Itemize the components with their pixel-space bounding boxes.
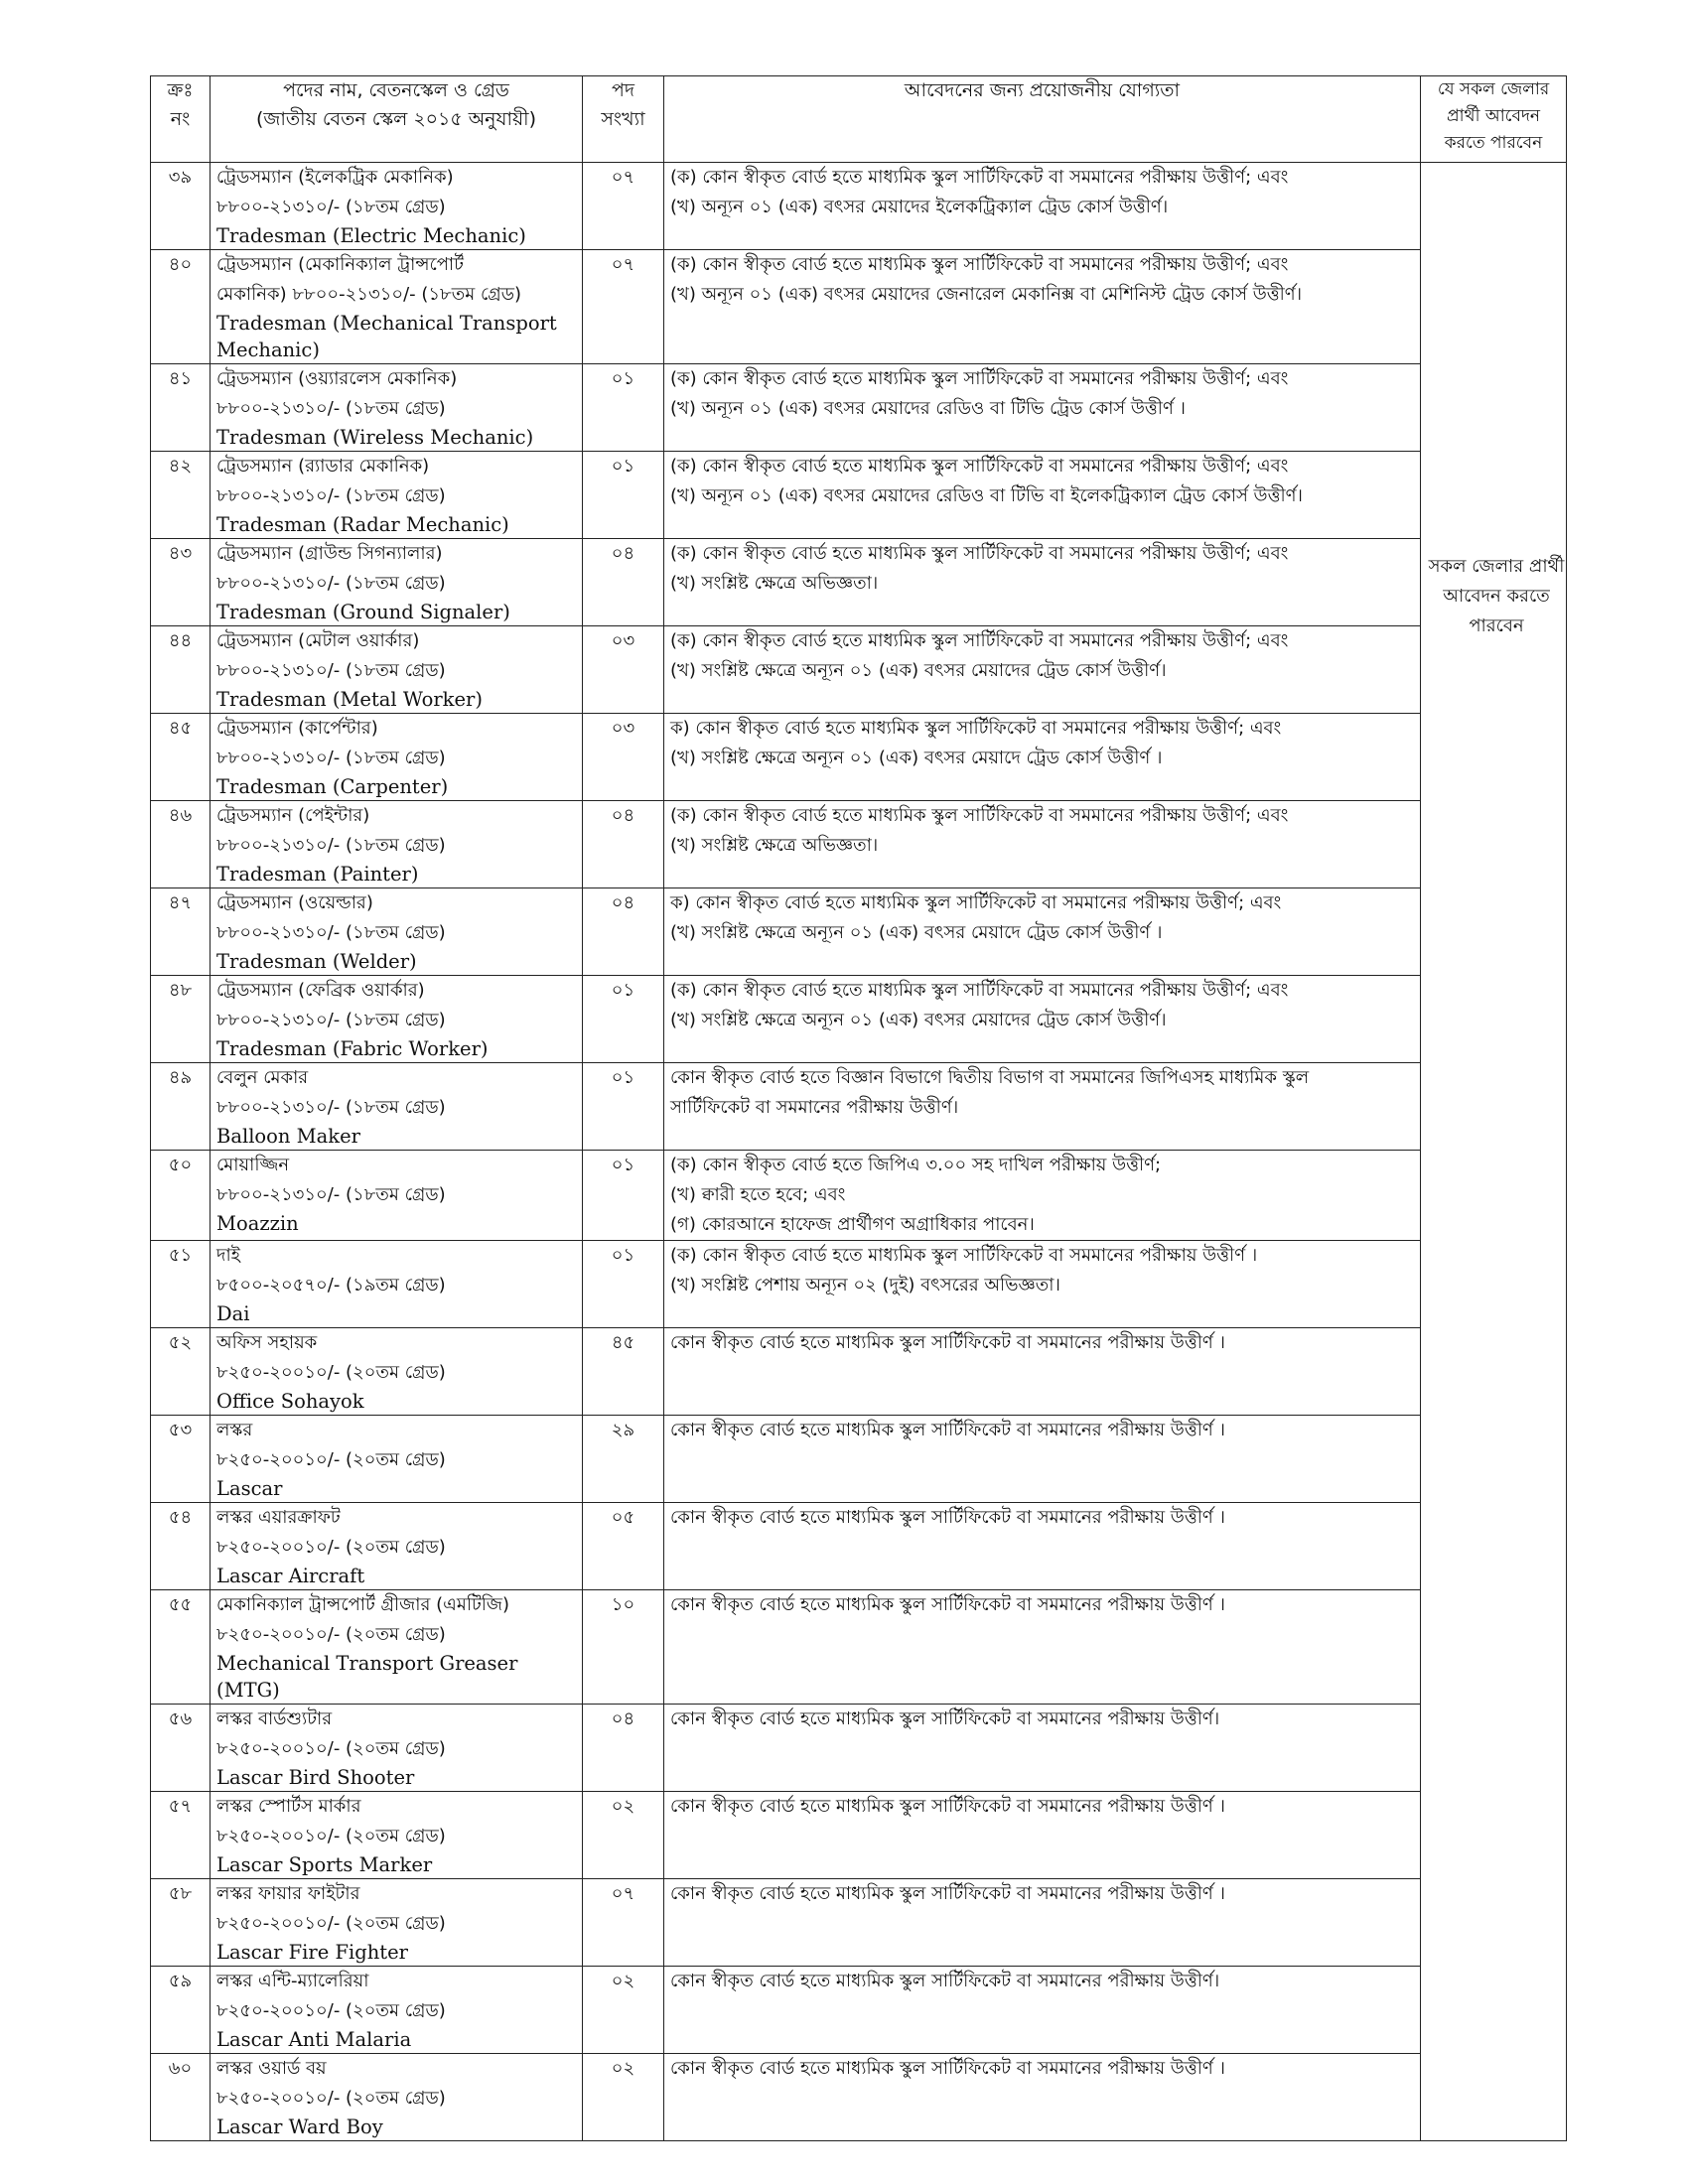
post-name-bn: মেকানিক্যাল ট্রান্সপোর্ট গ্রীজার (এমটিজি) (216, 1594, 510, 1615)
post-name-en: Lascar Ward Boy (216, 2116, 383, 2138)
post-name-cell (211, 1416, 583, 1503)
post-name-en: Tradesman (Fabric Worker) (216, 1037, 489, 1060)
post-name-en: Mechanical Transport Greaser (MTG) (216, 1652, 518, 1702)
post-name-cell (211, 1705, 583, 1792)
post-name-cell (211, 1151, 583, 1241)
post-name-cell (211, 888, 583, 976)
header-row (151, 76, 1567, 163)
pay-scale-grade: ৮৮০০-২১৩১০/- (১৮তম গ্রেড) (216, 398, 446, 419)
post-name-en: Office Sohayok (216, 1390, 364, 1413)
pay-scale-grade: ৮৫০০-২০৫৭০/- (১৯তম গ্রেড) (216, 1275, 446, 1296)
serial-cell: ৬০ (151, 2054, 211, 2141)
serial-cell: ৫৩ (151, 1416, 211, 1503)
serial-cell: ৫২ (151, 1328, 211, 1416)
table-row (151, 1328, 1567, 1416)
qualification-line: (খ) সংশ্লিষ্ট ক্ষেত্রে অভিজ্ঞতা। (670, 573, 879, 594)
eligible-districts-note: সকল জেলার প্রার্থী আবেদন করতে পারবেন (1428, 556, 1565, 636)
pay-scale-grade: ৮৮০০-২১৩১০/- (১৮তম গ্রেড) (216, 835, 446, 856)
qualification-cell (664, 714, 1421, 801)
post-count-cell: ০৭ (583, 250, 664, 364)
table-row (151, 364, 1567, 452)
post-name-cell (211, 714, 583, 801)
post-count-cell: ০৪ (583, 539, 664, 626)
post-name-bn: ট্রেডসম্যান (মেকানিক্যাল ট্রান্সপোর্ট (216, 254, 464, 275)
post-name-bn: ট্রেডসম্যান (গ্রাউন্ড সিগন্যালার) (216, 543, 443, 564)
qualification-line: (খ) সংশ্লিষ্ট ক্ষেত্রে অভিজ্ঞতা। (670, 835, 879, 856)
qualification-cell (664, 1063, 1421, 1151)
serial-cell: ৪৯ (151, 1063, 211, 1151)
post-name-en: Lascar Aircraft (216, 1565, 365, 1587)
post-count-cell: ০১ (583, 976, 664, 1063)
pay-scale-grade: মেকানিক) ৮৮০০-২১৩১০/- (১৮তম গ্রেড) (216, 284, 522, 305)
header-qualification: আবেদনের জন্য প্রয়োজনীয় যোগ্যতা (664, 76, 1421, 163)
pay-scale-grade: ৮২৫০-২০০১০/- (২০তম গ্রেড) (216, 1362, 446, 1383)
header-post-name (211, 76, 583, 163)
post-name-cell (211, 1879, 583, 1967)
post-name-bn: ট্রেডসম্যান (র‍্যাডার মেকানিক) (216, 456, 430, 477)
header-serial: ক্রঃ নং (151, 76, 211, 163)
post-name-cell (211, 1590, 583, 1705)
qualification-line: (খ) অন্যূন ০১ (এক) বৎসর মেয়াদের রেডিও বা টিভি বা ইলেকট্রিক্যাল ট্রেড কোর্স উত্তীর্ণ। (670, 485, 1303, 506)
post-name-bn: ট্রেডসম্যান (মেটাল ওয়ার্কার) (216, 630, 420, 651)
qualification-line: (খ) অন্যূন ০১ (এক) বৎসর মেয়াদের ইলেকট্রিক্যাল ট্রেড কোর্স উত্তীর্ণ। (670, 197, 1169, 217)
post-name-bn: ট্রেডসম্যান (ইলেকট্রিক মেকানিক) (216, 167, 454, 188)
pay-scale-grade: ৮৮০০-২১৩১০/- (১৮তম গ্রেড) (216, 197, 446, 217)
qualification-line: সার্টিফিকেট বা সমমানের পরীক্ষায় উত্তীর্ণ। (670, 1097, 959, 1118)
qualification-line: (ক) কোন স্বীকৃত বোর্ড হতে মাধ্যমিক স্কুল সার্টিফিকেট বা সমমানের পরীক্ষায় উত্তীর্ণ । (670, 1245, 1258, 1266)
pay-scale-grade: ৮২৫০-২০০১০/- (২০তম গ্রেড) (216, 1624, 446, 1645)
post-name-en: Tradesman (Wireless Mechanic) (216, 426, 534, 449)
qualification-line: (খ) সংশ্লিষ্ট ক্ষেত্রে অন্যূন ০১ (এক) বৎসর মেয়াদে ট্রেড কোর্স উত্তীর্ণ । (670, 748, 1163, 768)
post-count-cell: ৪৫ (583, 1328, 664, 1416)
serial-cell: ৪৬ (151, 801, 211, 888)
table-row (151, 1590, 1567, 1705)
pay-scale-grade: ৮৮০০-২১৩১০/- (১৮তম গ্রেড) (216, 922, 446, 943)
qualification-cell (664, 888, 1421, 976)
qualification-cell (664, 1879, 1421, 1967)
serial-cell: ৫১ (151, 1241, 211, 1328)
table-row (151, 1416, 1567, 1503)
post-name-en: Tradesman (Electric Mechanic) (216, 224, 526, 247)
post-name-en: Tradesman (Radar Mechanic) (216, 513, 509, 536)
table-row (151, 1503, 1567, 1590)
post-count-cell: ০১ (583, 364, 664, 452)
post-name-cell (211, 539, 583, 626)
qualification-cell (664, 1151, 1421, 1241)
post-name-bn: অফিস সহায়ক (216, 1332, 318, 1353)
qualification-line: (ক) কোন স্বীকৃত বোর্ড হতে মাধ্যমিক স্কুল সার্টিফিকেট বা সমমানের পরীক্ষায় উত্তীর্ণ; এবং (670, 167, 1289, 188)
serial-cell: ৪৮ (151, 976, 211, 1063)
table-row (151, 2054, 1567, 2141)
pay-scale-grade: ৮৮০০-২১৩১০/- (১৮তম গ্রেড) (216, 485, 446, 506)
pay-scale-grade: ৮২৫০-২০০১০/- (২০তম গ্রেড) (216, 2000, 446, 2021)
table-row (151, 250, 1567, 364)
job-table (150, 75, 1567, 2141)
post-name-cell (211, 1063, 583, 1151)
post-count-cell: ০৪ (583, 801, 664, 888)
post-count-cell: ০৪ (583, 888, 664, 976)
qualification-line: (ক) কোন স্বীকৃত বোর্ড হতে জিপিএ ৩.০০ সহ দাখিল পরীক্ষায় উত্তীর্ণ; (670, 1155, 1162, 1175)
qualification-cell (664, 539, 1421, 626)
post-name-cell (211, 1241, 583, 1328)
post-name-en: Lascar Fire Fighter (216, 1941, 408, 1964)
pay-scale-grade: ৮৮০০-২১৩১০/- (১৮তম গ্রেড) (216, 660, 446, 681)
qualification-line: কোন স্বীকৃত বোর্ড হতে মাধ্যমিক স্কুল সার্টিফিকেট বা সমমানের পরীক্ষায় উত্তীর্ণ । (670, 2058, 1225, 2079)
post-count-cell: ০৩ (583, 714, 664, 801)
pay-scale-grade: ৮৮০০-২১৩১০/- (১৮তম গ্রেড) (216, 573, 446, 594)
post-name-cell (211, 1328, 583, 1416)
post-name-en: Tradesman (Painter) (216, 863, 419, 886)
serial-cell: ৫৭ (151, 1792, 211, 1879)
serial-cell: ৫০ (151, 1151, 211, 1241)
qualification-cell (664, 364, 1421, 452)
serial-cell: ৪২ (151, 452, 211, 539)
post-name-bn: লস্কর ফায়ার ফাইটার (216, 1883, 360, 1904)
post-name-cell (211, 2054, 583, 2141)
qualification-line: ক) কোন স্বীকৃত বোর্ড হতে মাধ্যমিক স্কুল সার্টিফিকেট বা সমমানের পরীক্ষায় উত্তীর্ণ; এবং (670, 892, 1282, 913)
post-name-bn: মোয়াজ্জিন (216, 1155, 290, 1175)
header-eligible-districts: যে সকল জেলার প্রার্থী আবেদন করতে পারবেন (1421, 76, 1567, 163)
qualification-line: কোন স্বীকৃত বোর্ড হতে মাধ্যমিক স্কুল সার্টিফিকেট বা সমমানের পরীক্ষায় উত্তীর্ণ । (670, 1796, 1225, 1817)
qualification-line: (খ) ক্বারী হতে হবে; এবং (670, 1184, 846, 1205)
table-row (151, 163, 1567, 250)
post-name-bn: লস্কর বার্ডশ্যুটার (216, 1708, 333, 1729)
post-name-en: Lascar Anti Malaria (216, 2028, 412, 2051)
post-name-en: Lascar Sports Marker (216, 1853, 433, 1876)
post-name-en: Tradesman (Welder) (216, 950, 417, 973)
post-name-bn: লস্কর (216, 1420, 253, 1440)
post-name-bn: ট্রেডসম্যান (ফেব্রিক ওয়ার্কার) (216, 980, 425, 1001)
pay-scale-grade: ৮৮০০-২১৩১০/- (১৮তম গ্রেড) (216, 1010, 446, 1030)
post-name-en: Tradesman (Ground Signaler) (216, 601, 510, 623)
post-count-cell: ০১ (583, 1063, 664, 1151)
qualification-line: (ক) কোন স্বীকৃত বোর্ড হতে মাধ্যমিক স্কুল সার্টিফিকেট বা সমমানের পরীক্ষায় উত্তীর্ণ; এবং (670, 543, 1289, 564)
serial-cell: ৪৭ (151, 888, 211, 976)
qualification-line: (খ) সংশ্লিষ্ট ক্ষেত্রে অন্যূন ০১ (এক) বৎসর মেয়াদের ট্রেড কোর্স উত্তীর্ণ। (670, 660, 1167, 681)
serial-cell: ৫৪ (151, 1503, 211, 1590)
qualification-line: (ক) কোন স্বীকৃত বোর্ড হতে মাধ্যমিক স্কুল সার্টিফিকেট বা সমমানের পরীক্ষায় উত্তীর্ণ; এবং (670, 980, 1289, 1001)
table-row (151, 1241, 1567, 1328)
post-name-en: Moazzin (216, 1212, 299, 1235)
qualification-line: কোন স্বীকৃত বোর্ড হতে মাধ্যমিক স্কুল সার্টিফিকেট বা সমমানের পরীক্ষায় উত্তীর্ণ । (670, 1883, 1225, 1904)
qualification-cell (664, 801, 1421, 888)
post-name-en: Lascar (216, 1477, 283, 1500)
pay-scale-grade: ৮৮০০-২১৩১০/- (১৮তম গ্রেড) (216, 748, 446, 768)
post-name-bn: বেলুন মেকার (216, 1067, 309, 1088)
table-row (151, 976, 1567, 1063)
table-row (151, 626, 1567, 714)
serial-cell: ৫৯ (151, 1967, 211, 2054)
post-name-bn: দাই (216, 1245, 241, 1266)
qualification-line: (ক) কোন স্বীকৃত বোর্ড হতে মাধ্যমিক স্কুল সার্টিফিকেট বা সমমানের পরীক্ষায় উত্তীর্ণ; এবং (670, 630, 1289, 651)
table-row (151, 1063, 1567, 1151)
table-row (151, 452, 1567, 539)
header-post-name-line1: পদের নাম, বেতনস্কেল ও গ্রেড (283, 79, 509, 101)
post-name-cell (211, 1792, 583, 1879)
qualification-line: (খ) সংশ্লিষ্ট ক্ষেত্রে অন্যূন ০১ (এক) বৎসর মেয়াদের ট্রেড কোর্স উত্তীর্ণ। (670, 1010, 1167, 1030)
pay-scale-grade: ৮২৫০-২০০১০/- (২০তম গ্রেড) (216, 1913, 446, 1934)
post-name-en: Lascar Bird Shooter (216, 1766, 415, 1789)
qualification-line: কোন স্বীকৃত বোর্ড হতে মাধ্যমিক স্কুল সার্টিফিকেট বা সমমানের পরীক্ষায় উত্তীর্ণ । (670, 1332, 1225, 1353)
qualification-line: (খ) সংশ্লিষ্ট ক্ষেত্রে অন্যূন ০১ (এক) বৎসর মেয়াদে ট্রেড কোর্স উত্তীর্ণ । (670, 922, 1163, 943)
header-post-count: পদ সংখ্যা (583, 76, 664, 163)
serial-cell: ৫৮ (151, 1879, 211, 1967)
pay-scale-grade: ৮২৫০-২০০১০/- (২০তম গ্রেড) (216, 1738, 446, 1759)
qualification-line: (খ) সংশ্লিষ্ট পেশায় অন্যূন ০২ (দুই) বৎসরের অভিজ্ঞতা। (670, 1275, 1060, 1296)
qualification-cell (664, 1590, 1421, 1705)
post-count-cell: ০১ (583, 1151, 664, 1241)
qualification-cell (664, 1792, 1421, 1879)
pay-scale-grade: ৮৮০০-২১৩১০/- (১৮তম গ্রেড) (216, 1097, 446, 1118)
qualification-line: কোন স্বীকৃত বোর্ড হতে মাধ্যমিক স্কুল সার্টিফিকেট বা সমমানের পরীক্ষায় উত্তীর্ণ । (670, 1507, 1225, 1528)
serial-cell: ৪৩ (151, 539, 211, 626)
serial-cell: ৪০ (151, 250, 211, 364)
serial-cell: ৫৫ (151, 1590, 211, 1705)
post-name-en: Tradesman (Carpenter) (216, 775, 449, 798)
post-name-cell (211, 364, 583, 452)
qualification-cell (664, 1328, 1421, 1416)
post-name-bn: লস্কর এন্টি-ম্যালেরিয়া (216, 1971, 369, 1991)
qualification-cell (664, 1416, 1421, 1503)
qualification-cell (664, 2054, 1421, 2141)
pay-scale-grade: ৮৮০০-২১৩১০/- (১৮তম গ্রেড) (216, 1184, 446, 1205)
post-name-cell (211, 976, 583, 1063)
qualification-cell (664, 163, 1421, 250)
post-name-bn: লস্কর ওয়ার্ড বয় (216, 2058, 327, 2079)
qualification-cell (664, 250, 1421, 364)
pay-scale-grade: ৮২৫০-২০০১০/- (২০তম গ্রেড) (216, 1537, 446, 1558)
post-count-cell: ০১ (583, 1241, 664, 1328)
pay-scale-grade: ৮২৫০-২০০১০/- (২০তম গ্রেড) (216, 2088, 446, 2109)
serial-cell: ৪৫ (151, 714, 211, 801)
table-body (151, 163, 1567, 2141)
table-row (151, 1151, 1567, 1241)
post-name-cell (211, 452, 583, 539)
qualification-line: (ক) কোন স্বীকৃত বোর্ড হতে মাধ্যমিক স্কুল সার্টিফিকেট বা সমমানের পরীক্ষায় উত্তীর্ণ; এবং (670, 805, 1289, 826)
post-count-cell: ০৩ (583, 626, 664, 714)
post-count-cell: ০৭ (583, 163, 664, 250)
table-row (151, 1705, 1567, 1792)
post-name-bn: লস্কর স্পোর্টস মার্কার (216, 1796, 361, 1817)
qualification-cell (664, 976, 1421, 1063)
qualification-line: (গ) কোরআনে হাফেজ প্রার্থীগণ অগ্রাধিকার পাবেন। (670, 1214, 1035, 1235)
post-name-cell (211, 250, 583, 364)
qualification-line: ক) কোন স্বীকৃত বোর্ড হতে মাধ্যমিক স্কুল সার্টিফিকেট বা সমমানের পরীক্ষায় উত্তীর্ণ; এবং (670, 718, 1282, 739)
qualification-line: কোন স্বীকৃত বোর্ড হতে মাধ্যমিক স্কুল সার্টিফিকেট বা সমমানের পরীক্ষায় উত্তীর্ণ। (670, 1708, 1220, 1729)
table-row (151, 888, 1567, 976)
qualification-cell (664, 1503, 1421, 1590)
serial-cell: ৪৪ (151, 626, 211, 714)
post-name-cell (211, 1503, 583, 1590)
qualification-line: কোন স্বীকৃত বোর্ড হতে মাধ্যমিক স্কুল সার্টিফিকেট বা সমমানের পরীক্ষায় উত্তীর্ণ । (670, 1420, 1225, 1440)
qualification-cell (664, 1705, 1421, 1792)
post-count-cell: ০২ (583, 1792, 664, 1879)
qualification-line: (ক) কোন স্বীকৃত বোর্ড হতে মাধ্যমিক স্কুল সার্টিফিকেট বা সমমানের পরীক্ষায় উত্তীর্ণ; এবং (670, 254, 1289, 275)
header-post-name-line2: (জাতীয় বেতন স্কেল ২০১৫ অনুযায়ী) (255, 108, 537, 130)
table-row (151, 801, 1567, 888)
qualification-line: কোন স্বীকৃত বোর্ড হতে বিজ্ঞান বিভাগে দ্বিতীয় বিভাগ বা সমমানের জিপিএসহ মাধ্যমিক স্কুল (670, 1067, 1310, 1088)
qualification-line: (খ) অন্যূন ০১ (এক) বৎসর মেয়াদের রেডিও বা টিভি ট্রেড কোর্স উত্তীর্ণ । (670, 398, 1186, 419)
post-name-bn: ট্রেডসম্যান (পেইন্টার) (216, 805, 370, 826)
post-name-en: Dai (216, 1302, 250, 1325)
qualification-line: (ক) কোন স্বীকৃত বোর্ড হতে মাধ্যমিক স্কুল সার্টিফিকেট বা সমমানের পরীক্ষায় উত্তীর্ণ; এবং (670, 456, 1289, 477)
post-name-cell (211, 163, 583, 250)
qualification-line: (ক) কোন স্বীকৃত বোর্ড হতে মাধ্যমিক স্কুল সার্টিফিকেট বা সমমানের পরীক্ষায় উত্তীর্ণ; এবং (670, 368, 1289, 389)
post-count-cell: ০১ (583, 452, 664, 539)
table-row (151, 1792, 1567, 1879)
qualification-cell (664, 626, 1421, 714)
post-name-en: Tradesman (Mechanical Transport Mechanic) (216, 312, 557, 361)
post-name-bn: লস্কর এয়ারক্রাফট (216, 1507, 341, 1528)
qualification-cell (664, 1967, 1421, 2054)
post-name-bn: ট্রেডসম্যান (ওয়্যারলেস মেকানিক) (216, 368, 458, 389)
post-name-bn: ট্রেডসম্যান (ওয়েল্ডার) (216, 892, 373, 913)
post-name-cell (211, 1967, 583, 2054)
post-count-cell: ০৫ (583, 1503, 664, 1590)
table-row (151, 1879, 1567, 1967)
qualification-line: কোন স্বীকৃত বোর্ড হতে মাধ্যমিক স্কুল সার্টিফিকেট বা সমমানের পরীক্ষায় উত্তীর্ণ । (670, 1594, 1225, 1615)
post-count-cell: ০৭ (583, 1879, 664, 1967)
post-name-cell (211, 801, 583, 888)
post-count-cell: ০২ (583, 1967, 664, 2054)
post-count-cell: ০৪ (583, 1705, 664, 1792)
qualification-cell (664, 452, 1421, 539)
table-header (151, 76, 1567, 163)
pay-scale-grade: ৮২৫০-২০০১০/- (২০তম গ্রেড) (216, 1826, 446, 1846)
qualification-cell (664, 1241, 1421, 1328)
eligible-districts-cell (1421, 163, 1567, 2141)
qualification-line: (খ) অন্যূন ০১ (এক) বৎসর মেয়াদের জেনারেল মেকানিক্স বা মেশিনিস্ট ট্রেড কোর্স উত্তীর্ণ। (670, 284, 1303, 305)
table-row (151, 1967, 1567, 2054)
post-name-cell (211, 626, 583, 714)
post-name-en: Tradesman (Metal Worker) (216, 688, 483, 711)
serial-cell: ৩৯ (151, 163, 211, 250)
serial-cell: ৫৬ (151, 1705, 211, 1792)
post-name-bn: ট্রেডসম্যান (কার্পেন্টার) (216, 718, 378, 739)
post-count-cell: ০২ (583, 2054, 664, 2141)
qualification-line: কোন স্বীকৃত বোর্ড হতে মাধ্যমিক স্কুল সার্টিফিকেট বা সমমানের পরীক্ষায় উত্তীর্ণ। (670, 1971, 1220, 1991)
post-count-cell: ১০ (583, 1590, 664, 1705)
post-name-en: Balloon Maker (216, 1125, 360, 1148)
serial-cell: ৪১ (151, 364, 211, 452)
table-row (151, 539, 1567, 626)
table-row (151, 714, 1567, 801)
pay-scale-grade: ৮২৫০-২০০১০/- (২০তম গ্রেড) (216, 1449, 446, 1470)
post-count-cell: ২৯ (583, 1416, 664, 1503)
